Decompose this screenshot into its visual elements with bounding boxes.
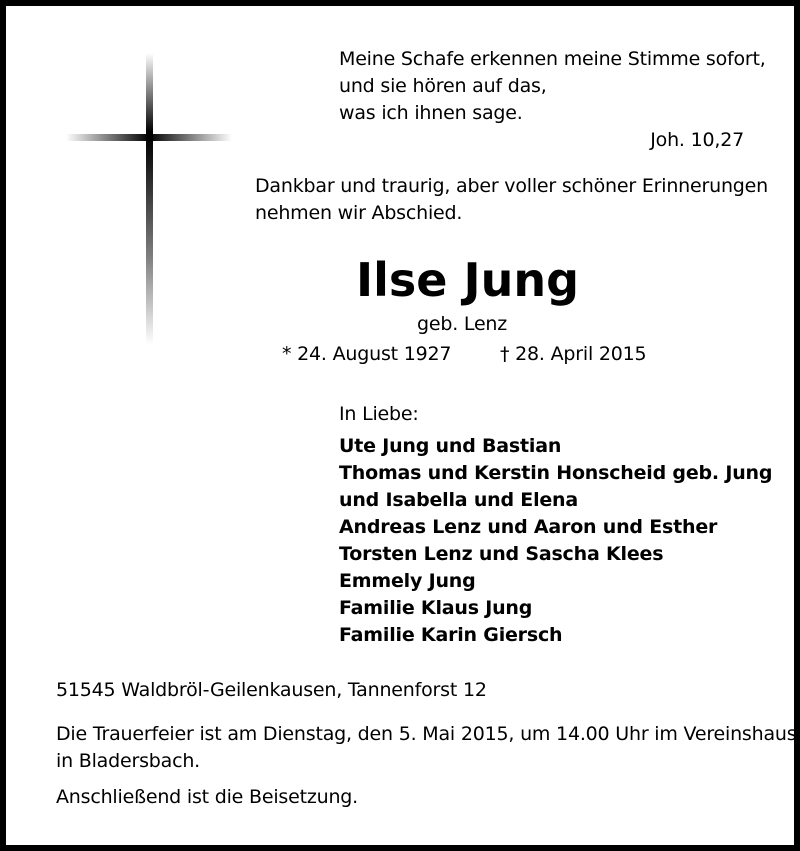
intro-line-1: Dankbar und traurig, aber voller schöner Erinnerungen [255,175,768,197]
deceased-name: Ilse Jung [356,253,580,307]
mourner-name: Ute Jung und Bastian [339,435,562,457]
address: 51545 Waldbröl-Geilenkausen, Tannenforst 12 [56,679,487,701]
mourners-heading: In Liebe: [339,403,419,425]
intro-line-2: nehmen wir Abschied. [255,202,463,224]
death-date: † 28. April 2015 [500,343,647,365]
mourner-name: Torsten Lenz und Sascha Klees [339,543,664,565]
mourner-name: Familie Karin Giersch [339,624,563,646]
verse-reference: Joh. 10,27 [650,129,744,151]
mourner-name: Emmely Jung [339,570,476,592]
cross-vertical-beam [146,53,153,345]
ceremony-line-2: in Bladersbach. [56,750,201,772]
verse-line-3: was ich ihnen sage. [339,102,523,124]
ceremony-line-1: Die Trauerfeier ist am Dienstag, den 5. Mai 2015, um 14.00 Uhr im Vereinshaus [56,723,797,745]
birth-name: geb. Lenz [417,313,508,335]
birth-date: * 24. August 1927 [282,343,452,365]
mourner-name: Familie Klaus Jung [339,597,533,619]
burial-note: Anschließend ist die Beisetzung. [56,786,359,808]
cross-horizontal-beam [66,134,232,141]
verse-line-1: Meine Schafe erkennen meine Stimme sofort, [339,48,766,70]
verse-line-2: und sie hören auf das, [339,75,547,97]
mourner-name: Andreas Lenz und Aaron und Esther [339,516,718,538]
mourner-name: und Isabella und Elena [339,489,579,511]
mourner-name: Thomas und Kerstin Honscheid geb. Jung [339,462,773,484]
